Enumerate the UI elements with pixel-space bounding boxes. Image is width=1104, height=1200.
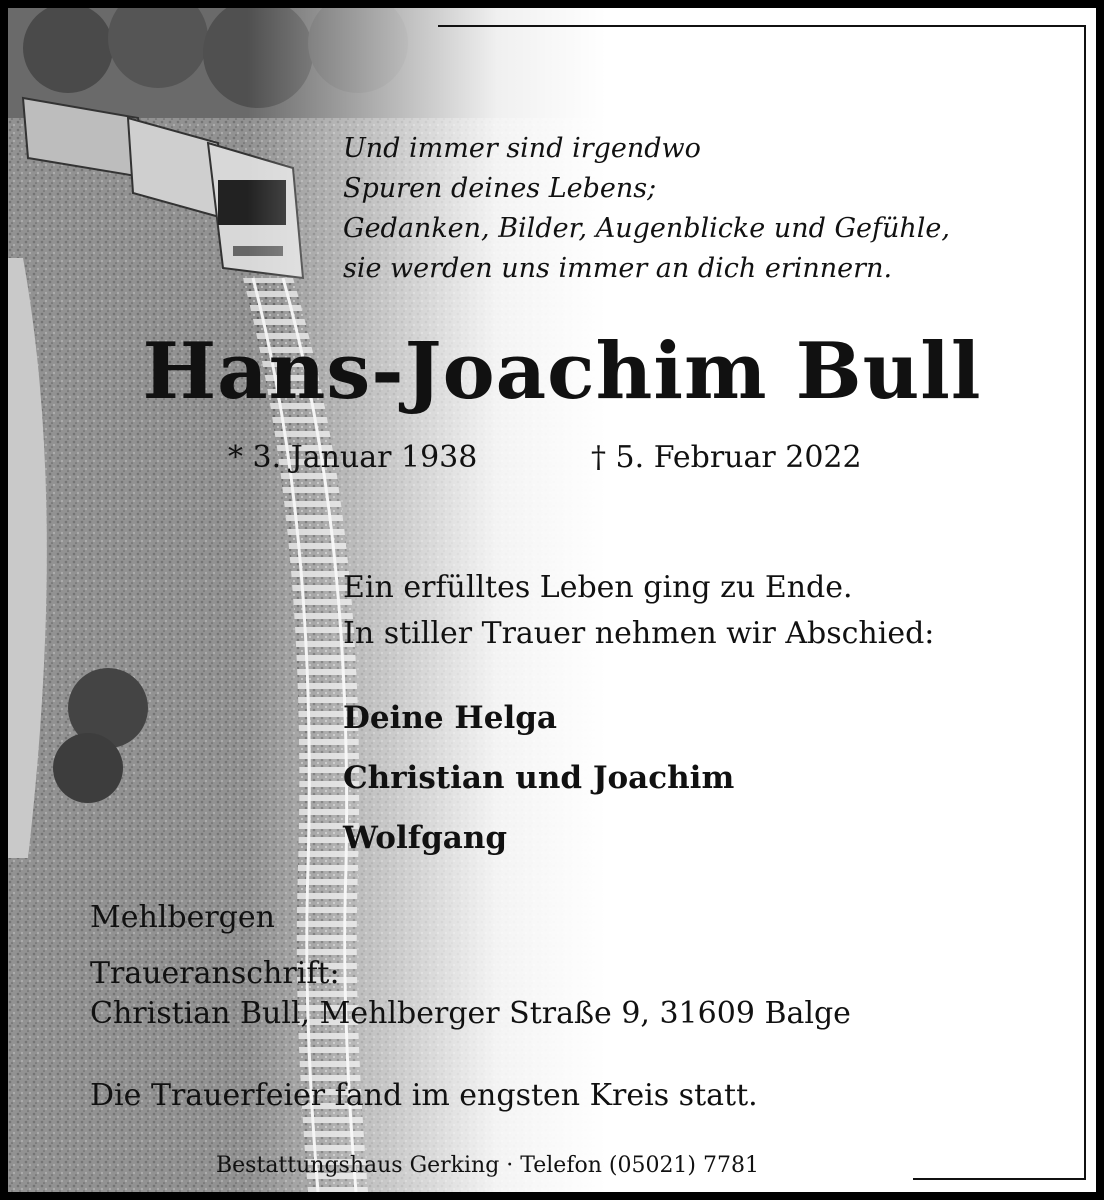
mourners-list <box>343 688 734 868</box>
farewell-message <box>343 565 934 657</box>
frame-line-bottom <box>913 1178 1086 1180</box>
poem-line: Und immer sind irgendwo <box>343 133 701 164</box>
obituary-card <box>8 8 1096 1192</box>
address-line: Christian Bull, Mehlberger Straße 9, 31609 Balge <box>90 996 851 1031</box>
mourner-name: Wolfgang <box>343 820 508 856</box>
address-label: Traueranschrift: <box>90 956 340 991</box>
frame-line-right <box>1084 25 1086 1180</box>
poem <box>343 129 1043 289</box>
deceased-name: Hans-Joachim Bull <box>142 326 982 417</box>
funeral-home-footer: Bestattungshaus Gerking · Telefon (05021) 7781 <box>216 1153 759 1178</box>
ceremony-note: Die Trauerfeier fand im engsten Kreis statt. <box>90 1078 758 1113</box>
death-date: † 5. Februar 2022 <box>591 440 862 475</box>
mourner-name: Christian und Joachim <box>343 760 735 796</box>
poem-line: Gedanken, Bilder, Augenblicke und Gefühle, <box>343 213 950 244</box>
place-name: Mehlbergen <box>90 900 275 935</box>
mourner-name: Deine Helga <box>343 700 557 736</box>
message-line: In stiller Trauer nehmen wir Abschied: <box>343 616 935 651</box>
frame-line-top <box>438 25 1086 27</box>
birth-date: * 3. Januar 1938 <box>228 440 478 475</box>
message-line: Ein erfülltes Leben ging zu Ende. <box>343 570 853 605</box>
mourning-address <box>90 954 851 1034</box>
poem-line: Spuren deines Lebens; <box>343 173 657 204</box>
poem-line: sie werden uns immer an dich erinnern. <box>343 253 893 284</box>
